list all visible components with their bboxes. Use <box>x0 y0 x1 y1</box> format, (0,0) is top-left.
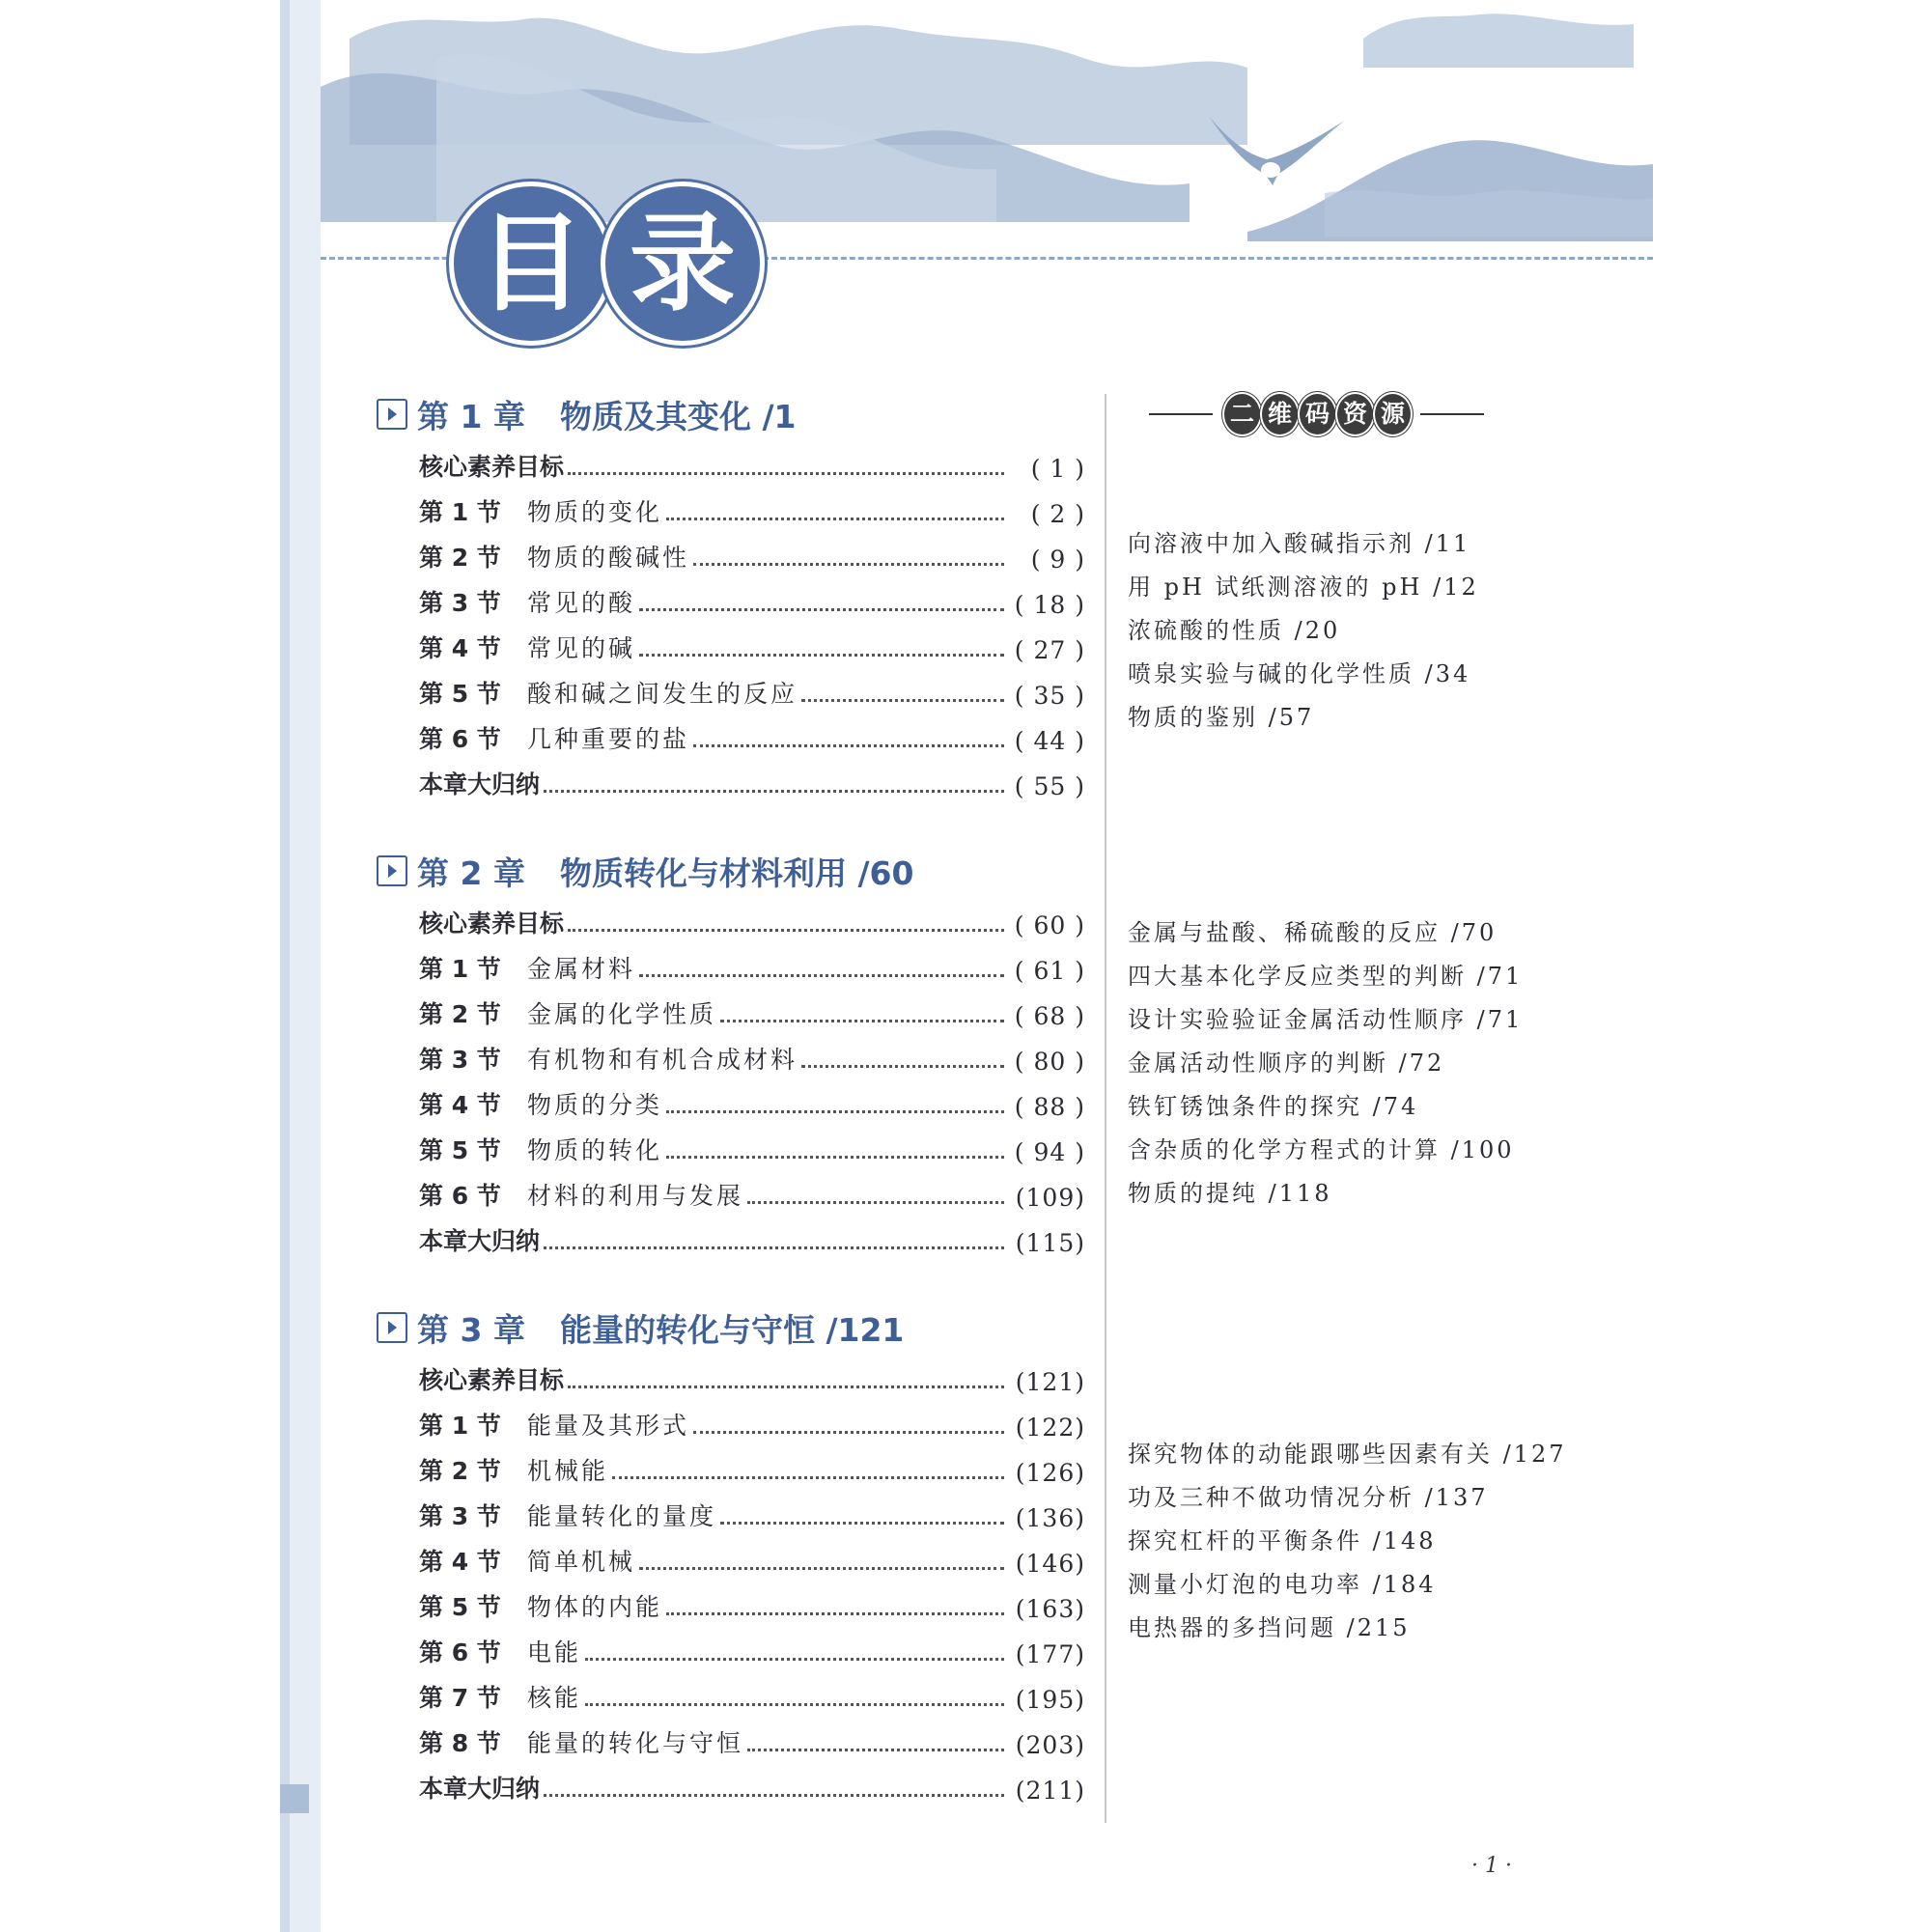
toc-section-label: 第 1 节 <box>419 955 501 983</box>
toc-title: 物质的变化 <box>527 498 663 526</box>
toc-title: 能量及其形式 <box>527 1412 690 1440</box>
toc-page: ( 94 ) <box>1014 1138 1085 1166</box>
toc-section-label: 第 2 节 <box>419 1000 501 1028</box>
leader-dots <box>693 744 1004 747</box>
qr-resource-link[interactable]: 物质的鉴别 /57 <box>1128 704 1315 731</box>
toc-title: 简单机械 <box>527 1548 636 1576</box>
toc-page: ( 68 ) <box>1014 1002 1085 1030</box>
toc-page: ( 61 ) <box>1014 957 1085 985</box>
qr-header-char: 资 <box>1335 392 1375 436</box>
header-rule-right <box>1420 413 1484 415</box>
toc-page: (122) <box>1015 1414 1085 1442</box>
qr-header-char: 维 <box>1260 392 1300 436</box>
toc-section-label: 第 6 节 <box>419 725 501 753</box>
chapter-2-heading[interactable] <box>377 848 913 894</box>
toc-page: (177) <box>1015 1640 1085 1668</box>
leader-dots <box>666 1156 1004 1159</box>
toc-entry[interactable] <box>419 486 1085 528</box>
chevron-right-icon <box>377 855 407 886</box>
leader-dots <box>666 518 1004 520</box>
toc-entry[interactable] <box>419 1354 1085 1396</box>
toc-section-label: 核心素养目标 <box>419 453 565 481</box>
toc-title: 物体的内能 <box>527 1593 663 1621</box>
leader-dots <box>585 1658 1004 1661</box>
toc-title: 金属的化学性质 <box>527 1000 717 1028</box>
title-char-1: 目 <box>449 182 613 346</box>
qr-resource-link[interactable]: 四大基本化学反应类型的判断 /71 <box>1128 963 1524 990</box>
toc-section-label: 第 3 节 <box>419 1046 501 1074</box>
toc-section-label: 第 5 节 <box>419 680 501 708</box>
toc-section-label: 第 3 节 <box>419 1502 501 1530</box>
toc-section-label: 第 6 节 <box>419 1638 501 1666</box>
page-edge-marker <box>280 1784 309 1813</box>
toc-entry[interactable] <box>419 1399 1085 1442</box>
toc-section-label: 第 6 节 <box>419 1182 501 1210</box>
leader-dots <box>693 1431 1004 1434</box>
toc-entry[interactable] <box>419 1626 1085 1668</box>
toc-entry[interactable] <box>419 1717 1085 1759</box>
toc-page: (211) <box>1015 1777 1085 1805</box>
leader-dots <box>720 1522 1004 1525</box>
qr-resource-link[interactable]: 金属与盐酸、稀硫酸的反应 /70 <box>1128 919 1498 946</box>
leader-dots <box>801 1065 1004 1068</box>
page-number: · 1 · <box>1471 1854 1512 1878</box>
toc-title: 常见的碱 <box>527 634 636 662</box>
toc-page: ( 2 ) <box>1030 500 1085 528</box>
leader-dots <box>720 1020 1004 1022</box>
toc-page: ( 88 ) <box>1014 1093 1085 1121</box>
toc-section-label: 本章大归纳 <box>419 1227 541 1255</box>
toc-page: ( 18 ) <box>1014 591 1085 619</box>
toc-title: 核能 <box>527 1684 582 1712</box>
toc-entry[interactable] <box>419 758 1085 800</box>
toc-page: ( 9 ) <box>1030 546 1085 574</box>
toc-title: 几种重要的盐 <box>527 725 690 753</box>
toc-entry[interactable] <box>419 1078 1085 1121</box>
toc-page: (121) <box>1015 1368 1085 1396</box>
chapter-3-heading[interactable] <box>377 1304 904 1351</box>
leader-dots <box>747 1749 1004 1751</box>
qr-resource-link[interactable]: 物质的提纯 /118 <box>1128 1180 1332 1207</box>
toc-title: 电能 <box>527 1638 582 1666</box>
toc-page: (163) <box>1015 1595 1085 1623</box>
toc-section-label: 核心素养目标 <box>419 910 565 938</box>
toc-page: (136) <box>1015 1504 1085 1532</box>
leader-dots <box>639 654 1004 657</box>
toc-title: 能量的转化与守恒 <box>527 1729 744 1757</box>
toc-section-label: 第 4 节 <box>419 1548 501 1576</box>
page-edge-shadow <box>280 0 290 1932</box>
leader-dots <box>639 974 1004 977</box>
toc-title: 机械能 <box>527 1457 609 1485</box>
leader-dots <box>568 929 1004 932</box>
qr-resource-link[interactable]: 喷泉实验与碱的化学性质 /34 <box>1128 660 1471 687</box>
toc-page: (109) <box>1015 1184 1085 1212</box>
toc-entry[interactable] <box>419 1535 1085 1578</box>
leader-dots <box>585 1703 1004 1706</box>
leader-dots <box>666 1110 1004 1113</box>
leader-dots <box>544 790 1004 793</box>
toc-entry[interactable] <box>419 1490 1085 1532</box>
toc-entry[interactable] <box>419 713 1085 755</box>
toc-section-label: 第 1 节 <box>419 1412 501 1440</box>
toc-section-label: 第 7 节 <box>419 1684 501 1712</box>
toc-page: (203) <box>1015 1731 1085 1759</box>
toc-title: 有机物和有机合成材料 <box>527 1046 798 1074</box>
qr-resource-link[interactable]: 金属活动性顺序的判断 /72 <box>1128 1050 1445 1077</box>
toc-entry[interactable] <box>419 1124 1085 1166</box>
leader-dots <box>568 1386 1004 1388</box>
chapter-title: 物质及其变化 /1 <box>559 397 797 435</box>
toc-title: 物质的转化 <box>527 1136 663 1164</box>
leader-dots <box>666 1612 1004 1615</box>
toc-title: 酸和碱之间发生的反应 <box>527 680 798 708</box>
qr-resource-link[interactable]: 功及三种不做功情况分析 /137 <box>1128 1484 1489 1511</box>
chapter-number: 第 1 章 <box>417 397 525 435</box>
toc-page: (146) <box>1015 1550 1085 1578</box>
toc-section-label: 第 1 节 <box>419 498 501 526</box>
qr-resource-link[interactable]: 测量小灯泡的电功率 /184 <box>1128 1571 1437 1598</box>
toc-title: 物质的酸碱性 <box>527 544 690 572</box>
toc-section-label: 第 5 节 <box>419 1136 501 1164</box>
qr-header-char: 二 <box>1222 392 1262 436</box>
toc-page: (115) <box>1015 1229 1085 1257</box>
toc-section-label: 第 4 节 <box>419 1091 501 1119</box>
qr-resource-link[interactable]: 用 pH 试纸测溶液的 pH /12 <box>1128 574 1479 601</box>
toc-page: ( 27 ) <box>1014 636 1085 664</box>
qr-resource-link[interactable]: 设计实验验证金属活动性顺序 /71 <box>1128 1006 1524 1033</box>
toc-section-label: 第 2 节 <box>419 1457 501 1485</box>
leader-dots <box>801 699 1004 702</box>
toc-entry[interactable] <box>419 1762 1085 1805</box>
leader-dots <box>568 472 1004 475</box>
toc-title: 材料的利用与发展 <box>527 1182 744 1210</box>
leader-dots <box>747 1201 1004 1204</box>
toc-section-label: 第 4 节 <box>419 634 501 662</box>
toc-entry[interactable] <box>419 942 1085 985</box>
header-rule-left <box>1149 413 1213 415</box>
toc-title: 常见的酸 <box>527 589 636 617</box>
leader-dots <box>639 608 1004 611</box>
leader-dots <box>544 1794 1004 1797</box>
toc-page: ( 1 ) <box>1030 455 1085 483</box>
toc-entry[interactable] <box>419 988 1085 1030</box>
leader-dots <box>693 563 1004 566</box>
toc-section-label: 第 8 节 <box>419 1729 501 1757</box>
qr-header-char: 源 <box>1373 392 1413 436</box>
qr-resource-link[interactable]: 含杂质的化学方程式的计算 /100 <box>1128 1136 1515 1163</box>
toc-page: (195) <box>1015 1686 1085 1714</box>
toc-page: ( 35 ) <box>1014 682 1085 710</box>
qr-resources-header <box>1149 390 1484 438</box>
toc-title: 金属材料 <box>527 955 636 983</box>
chapter-title: 物质转化与材料利用 /60 <box>559 854 914 892</box>
qr-resource-link[interactable]: 探究物体的动能跟哪些因素有关 /127 <box>1128 1441 1567 1468</box>
toc-entry[interactable] <box>419 1033 1085 1076</box>
toc-entry[interactable] <box>419 1444 1085 1487</box>
title-char-2: 录 <box>601 182 765 346</box>
qr-resource-link[interactable]: 电热器的多挡问题 /215 <box>1128 1614 1411 1641</box>
qr-header-char: 码 <box>1298 392 1337 436</box>
toc-page: ( 80 ) <box>1014 1048 1085 1076</box>
toc-section-label: 本章大归纳 <box>419 1775 541 1803</box>
toc-entry[interactable] <box>419 897 1085 939</box>
toc-entry[interactable] <box>419 1671 1085 1714</box>
toc-entry[interactable] <box>419 1215 1085 1257</box>
toc-entry[interactable] <box>419 622 1085 664</box>
toc-entry[interactable] <box>419 667 1085 710</box>
toc-entry[interactable] <box>419 531 1085 574</box>
qr-header-badge <box>1222 392 1411 436</box>
chapter-title: 能量的转化与守恒 /121 <box>559 1310 905 1349</box>
column-divider <box>1105 394 1106 1823</box>
leader-dots <box>639 1567 1004 1570</box>
toc-section-label: 本章大归纳 <box>419 770 541 798</box>
toc-page: ( 44 ) <box>1014 727 1085 755</box>
chapter-number: 第 3 章 <box>417 1310 525 1349</box>
toc-title: 物质的分类 <box>527 1091 663 1119</box>
toc-title: 能量转化的量度 <box>527 1502 717 1530</box>
toc-section-label: 第 3 节 <box>419 589 501 617</box>
toc-section-label: 第 2 节 <box>419 544 501 572</box>
toc-page: ( 55 ) <box>1014 772 1085 800</box>
toc-entry[interactable] <box>419 440 1085 483</box>
leader-dots <box>612 1476 1004 1479</box>
leader-dots <box>544 1246 1004 1249</box>
toc-page: (126) <box>1015 1459 1085 1487</box>
toc-entry[interactable] <box>419 576 1085 619</box>
toc-section-label: 第 5 节 <box>419 1593 501 1621</box>
chevron-right-icon <box>377 1312 407 1343</box>
toc-entry[interactable] <box>419 1581 1085 1623</box>
qr-resource-link[interactable]: 探究杠杆的平衡条件 /148 <box>1128 1527 1437 1554</box>
qr-resource-link[interactable]: 向溶液中加入酸碱指示剂 /11 <box>1128 530 1471 557</box>
toc-section-label: 核心素养目标 <box>419 1366 565 1394</box>
chapter-1-heading[interactable] <box>377 391 796 437</box>
toc-entry[interactable] <box>419 1169 1085 1212</box>
toc-page: ( 60 ) <box>1014 911 1085 939</box>
chapter-number: 第 2 章 <box>417 854 525 892</box>
qr-resource-link[interactable]: 铁钉锈蚀条件的探究 /74 <box>1128 1093 1419 1120</box>
qr-resource-link[interactable]: 浓硫酸的性质 /20 <box>1128 617 1341 644</box>
chevron-right-icon <box>377 399 407 430</box>
